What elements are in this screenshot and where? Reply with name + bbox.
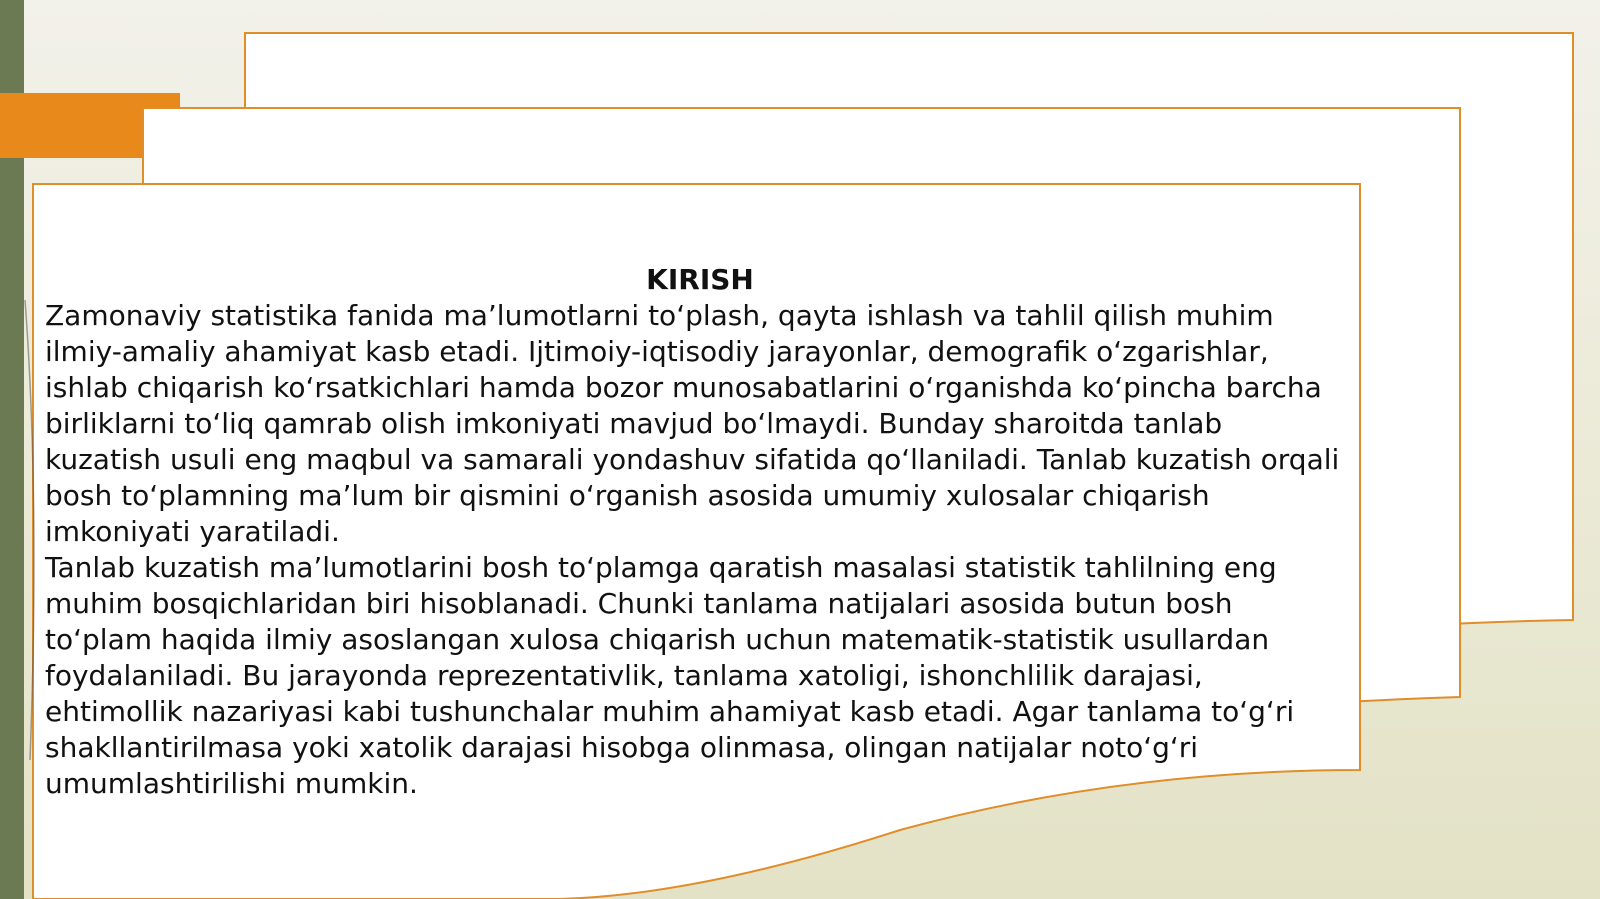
intro-paragraph-2: Tanlab kuzatish ma’lumotlarini bosh to‘plamga qaratish masalasi statistik tahlilning eng muhim bosqichlaridan biri hisoblanadi. Chunki tanlama natijalari asosida butun bosh to‘plam haqida ilmiy asoslangan xulosa chiqarish uchun matematik-statistik usullardan foydalaniladi. Bu jarayonda reprezentativlik, tanlama xatoligi, ishonchlilik darajasi, ehtimollik nazariyasi kabi tushunchalar muhim ahamiyat kasb etadi. Agar tanlama to‘g‘ri shakllantirilmasa yoki xatolik darajasi hisobga olinmasa, olingan natijalar noto‘g‘ri umumlashtirilishi mumkin. — [45, 551, 1295, 800]
intro-paragraph-1: Zamonaviy statistika fanida ma’lumotlarni to‘plash, qayta ishlash va tahlil qilish muhim ilmiy-amaliy ahamiyat kasb etadi. Ijtimoiy-iqtisodiy jarayonlar, demografik o‘zgarishlar, ishlab chiqarish ko‘rsatkichlari hamda bozor munosabatlarini o‘rganishda ko‘pincha barcha birliklarni to‘liq qamrab olish imkoniyati mavjud bo‘lmaydi. Bunday sharoitda tanlab kuzatish usuli eng maqbul va samarali yondashuv sifatida qo‘llaniladi. Tanlab kuzatish orqali bosh to‘plamning ma’lum bir qismini o‘rganish asosida umumiy xulosalar chiqarish imkoniyati yaratiladi. — [45, 299, 1340, 548]
slide-title: KIRISH — [646, 263, 754, 296]
slide-content — [45, 262, 1345, 802]
